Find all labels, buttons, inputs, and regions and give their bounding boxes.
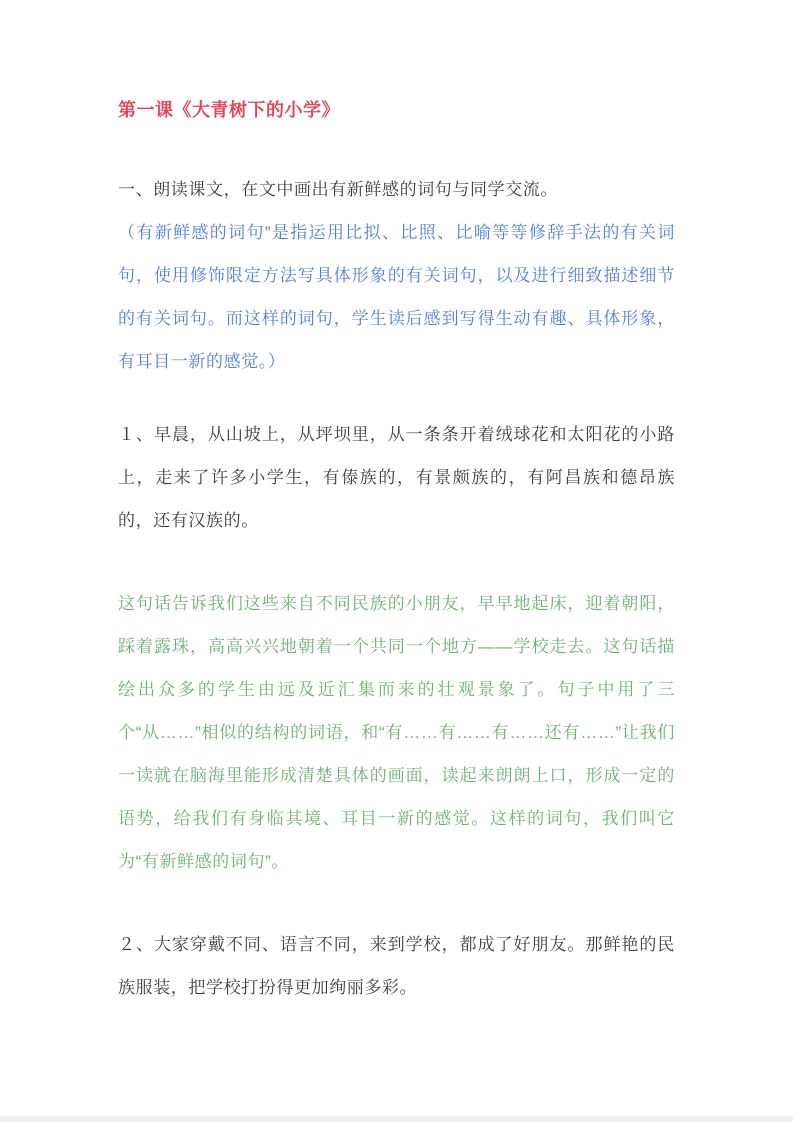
text-sentence-1: １、早晨，从山坡上，从坪坝里，从一条条开着绒球花和太阳花的小路上，走来了许多小学生，有傣族的，有景颇族的，有阿昌族和德昂族的，还有汉族的。 [118, 425, 675, 530]
text-sentence-2: ２、大家穿戴不同、语言不同，来到学校，都成了好朋友。那鲜艳的民族服装，把学校打扮得更加绚丽多彩。 [118, 935, 675, 997]
section-heading: 一、朗读课文，在文中画出有新鲜感的词句与同学交流。 [118, 180, 558, 199]
page-bottom-edge [0, 1116, 793, 1122]
definition-note: （有新鲜感的词句”是指运用比拟、比照、比喻等等修辞手法的有关词句，使用修饰限定方法写具体形象的有关词句，以及进行细致描述细节的有关词句。而这样的词句，学生读后感到写得生动有趣、具体形象，有耳目一新的感觉。） [118, 223, 675, 371]
lesson-title: 第一课《大青树下的小学》 [118, 100, 340, 120]
analysis-paragraph-1: 这句话告诉我们这些来自不同民族的小朋友，早早地起床，迎着朝阳，踩着露珠，高高兴兴地朝着一个共同一个地方——学校走去。这句话描绘出众多的学生由远及近汇集而来的壮观景象了。句子中用了三个“从……”相似的结构的词语，和“有……有……有……还有……”让我们一读就在脑海里能形成清楚具体的画面，读起来朗朗上口，形成一定的语势，给我们有身临其境、耳目一新的感觉。这样的词句，我们叫它为“有新鲜感的词句”。 [118, 594, 675, 871]
